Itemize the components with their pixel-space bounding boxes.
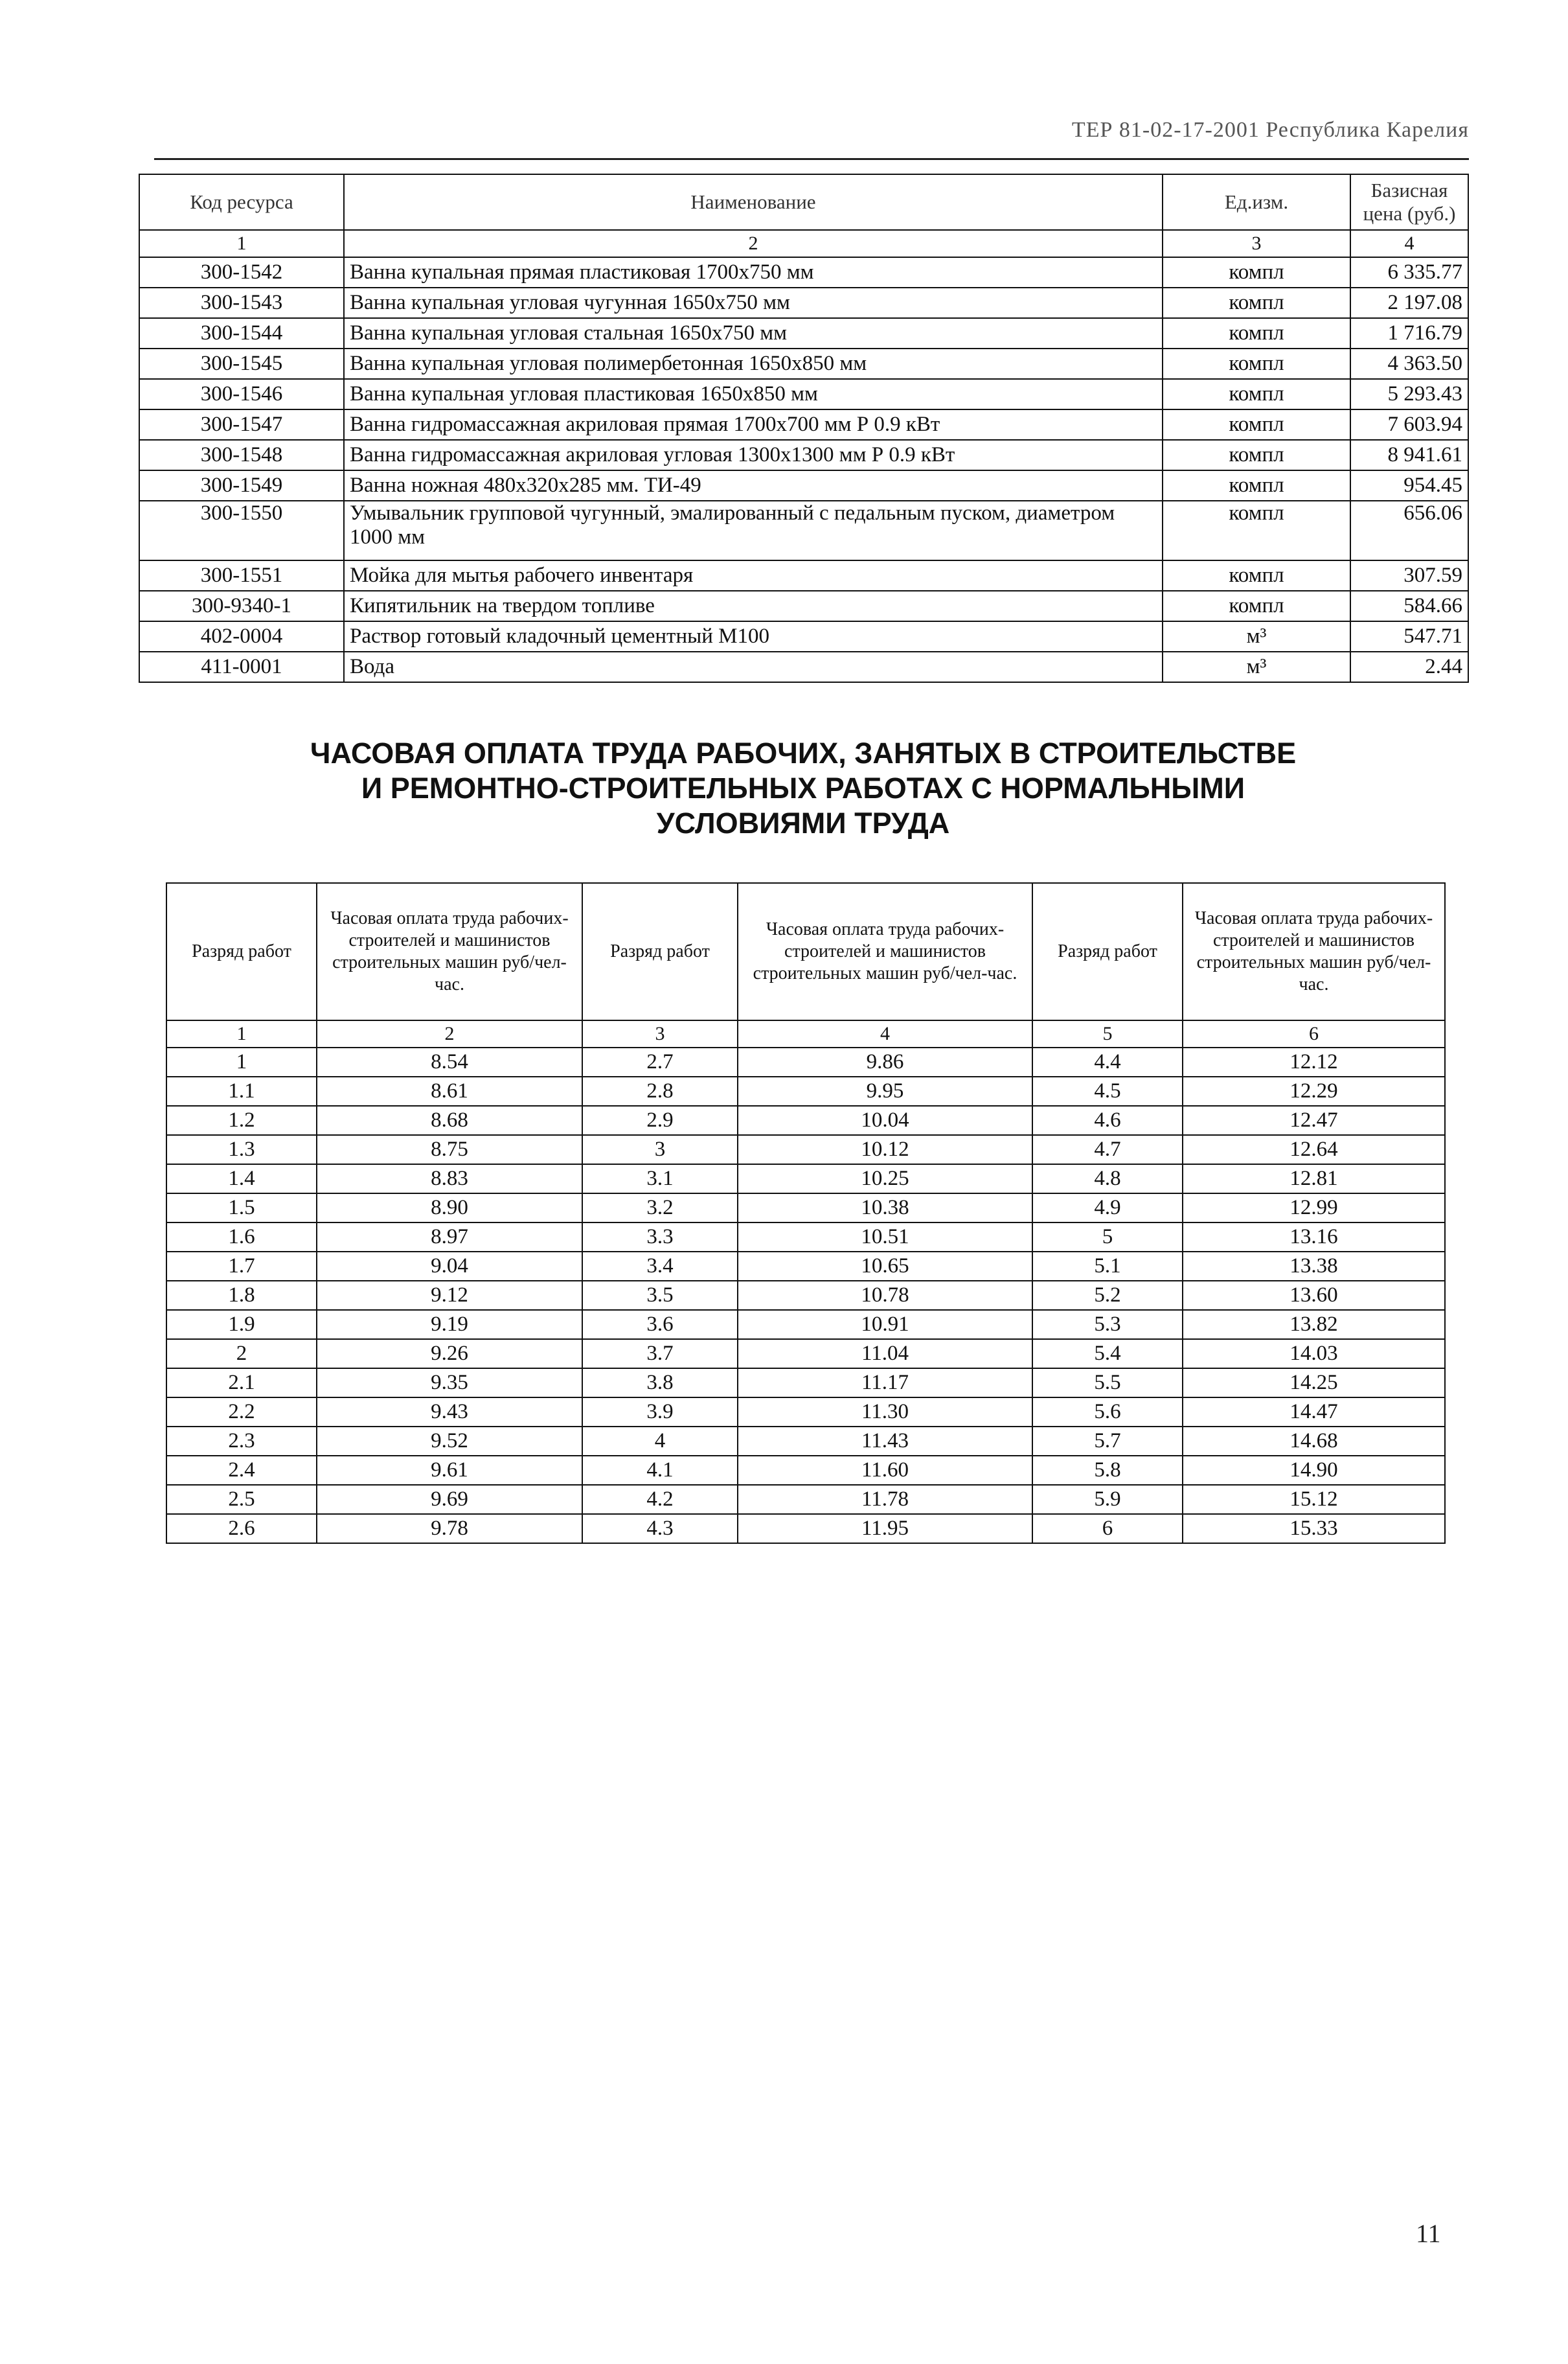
grade-cell: 3.5	[582, 1281, 738, 1310]
column-number: 1	[166, 1020, 317, 1048]
table-row	[139, 440, 1468, 470]
resource-price: 6 335.77	[1350, 257, 1468, 288]
grade-cell: 5.3	[1032, 1310, 1183, 1339]
rate-cell: 9.95	[738, 1077, 1032, 1106]
table-row	[166, 1135, 1445, 1164]
running-header	[154, 117, 1469, 160]
rate-cell: 8.54	[317, 1048, 582, 1077]
grade-cell: 2.7	[582, 1048, 738, 1077]
grade-cell: 1.5	[166, 1193, 317, 1222]
rate-cell: 9.26	[317, 1339, 582, 1368]
grade-cell: 4.6	[1032, 1106, 1183, 1135]
resource-table-column-numbers	[139, 230, 1468, 257]
grade-cell: 2.6	[166, 1514, 317, 1543]
grade-cell: 4.5	[1032, 1077, 1183, 1106]
grade-cell: 5.6	[1032, 1397, 1183, 1427]
grade-cell: 1.1	[166, 1077, 317, 1106]
hourly-wage-table	[166, 882, 1446, 1544]
column-number: 2	[344, 230, 1163, 257]
header-grade: Разряд работ	[582, 883, 738, 1020]
page-number: 11	[1416, 2219, 1441, 2248]
resource-code: 300-1546	[139, 379, 344, 409]
rate-cell: 9.12	[317, 1281, 582, 1310]
rate-cell: 9.43	[317, 1397, 582, 1427]
header-resource-code: Код ресурса	[139, 174, 344, 230]
header-base-price: Базисная цена (руб.)	[1350, 174, 1468, 230]
resource-code: 300-1550	[139, 501, 344, 560]
rate-cell: 8.90	[317, 1193, 582, 1222]
table-row	[139, 288, 1468, 318]
heading-line: УСЛОВИЯМИ ТРУДА	[656, 807, 950, 840]
wage-table-header	[166, 883, 1445, 1020]
wage-table-body	[166, 1048, 1445, 1543]
grade-cell: 3.7	[582, 1339, 738, 1368]
rate-cell: 11.60	[738, 1456, 1032, 1485]
rate-cell: 13.82	[1183, 1310, 1445, 1339]
resource-price: 584.66	[1350, 591, 1468, 621]
grade-cell: 3.8	[582, 1368, 738, 1397]
header-rate: Часовая оплата труда рабочих-строителей и машинистов строительных машин руб/чел-час.	[317, 883, 582, 1020]
rate-cell: 10.91	[738, 1310, 1032, 1339]
column-number: 6	[1183, 1020, 1445, 1048]
resource-table-body	[139, 257, 1468, 682]
rate-cell: 8.83	[317, 1164, 582, 1193]
rate-cell: 9.35	[317, 1368, 582, 1397]
rate-cell: 9.86	[738, 1048, 1032, 1077]
resource-name: Ванна гидромассажная акриловая прямая 1700x700 мм Р 0.9 кВт	[344, 409, 1163, 440]
grade-cell: 5.7	[1032, 1427, 1183, 1456]
rate-cell: 11.43	[738, 1427, 1032, 1456]
resource-price: 2.44	[1350, 652, 1468, 682]
rate-cell: 12.99	[1183, 1193, 1445, 1222]
table-row	[166, 1164, 1445, 1193]
table-row	[139, 257, 1468, 288]
resource-code: 300-1548	[139, 440, 344, 470]
grade-cell: 2.1	[166, 1368, 317, 1397]
resource-unit: компл	[1163, 379, 1350, 409]
resource-price: 7 603.94	[1350, 409, 1468, 440]
table-row	[139, 501, 1468, 560]
resource-unit: компл	[1163, 288, 1350, 318]
table-row	[139, 591, 1468, 621]
table-row	[139, 652, 1468, 682]
resource-name: Ванна купальная угловая стальная 1650x750 мм	[344, 318, 1163, 349]
resource-name: Ванна гидромассажная акриловая угловая 1300x1300 мм Р 0.9 кВт	[344, 440, 1163, 470]
resource-name: Ванна купальная угловая пластиковая 1650x850 мм	[344, 379, 1163, 409]
rate-cell: 10.25	[738, 1164, 1032, 1193]
grade-cell: 4.7	[1032, 1135, 1183, 1164]
rate-cell: 9.69	[317, 1485, 582, 1514]
rate-cell: 12.29	[1183, 1077, 1445, 1106]
rate-cell: 10.12	[738, 1135, 1032, 1164]
rate-cell: 10.78	[738, 1281, 1032, 1310]
rate-cell: 13.60	[1183, 1281, 1445, 1310]
table-row	[139, 349, 1468, 379]
rate-cell: 14.03	[1183, 1339, 1445, 1368]
resource-name: Мойка для мытья рабочего инвентаря	[344, 560, 1163, 591]
wage-section-heading	[139, 736, 1468, 841]
rate-cell: 9.04	[317, 1252, 582, 1281]
table-row	[166, 1048, 1445, 1077]
heading-line: И РЕМОНТНО-СТРОИТЕЛЬНЫХ РАБОТАХ С НОРМАЛЬНЫМИ	[361, 772, 1245, 805]
column-number: 1	[139, 230, 344, 257]
resource-code: 300-1545	[139, 349, 344, 379]
resource-price: 656.06	[1350, 501, 1468, 560]
grade-cell: 1.8	[166, 1281, 317, 1310]
table-row	[139, 560, 1468, 591]
rate-cell: 13.38	[1183, 1252, 1445, 1281]
rate-cell: 11.17	[738, 1368, 1032, 1397]
grade-cell: 1.2	[166, 1106, 317, 1135]
grade-cell: 4.3	[582, 1514, 738, 1543]
resource-unit: компл	[1163, 470, 1350, 501]
table-row	[166, 1193, 1445, 1222]
column-number: 5	[1032, 1020, 1183, 1048]
grade-cell: 3.2	[582, 1193, 738, 1222]
rate-cell: 12.12	[1183, 1048, 1445, 1077]
resource-code: 300-1549	[139, 470, 344, 501]
grade-cell: 2.4	[166, 1456, 317, 1485]
table-row	[139, 409, 1468, 440]
column-number: 3	[582, 1020, 738, 1048]
grade-cell: 4.2	[582, 1485, 738, 1514]
resource-unit: компл	[1163, 560, 1350, 591]
resource-unit: компл	[1163, 318, 1350, 349]
grade-cell: 5.5	[1032, 1368, 1183, 1397]
grade-cell: 3.3	[582, 1222, 738, 1252]
resource-unit: компл	[1163, 501, 1350, 560]
grade-cell: 2.8	[582, 1077, 738, 1106]
table-row	[139, 379, 1468, 409]
resource-code: 300-1542	[139, 257, 344, 288]
rate-cell: 10.51	[738, 1222, 1032, 1252]
resource-name: Ванна купальная угловая чугунная 1650x750 мм	[344, 288, 1163, 318]
table-row	[166, 1456, 1445, 1485]
resource-unit: компл	[1163, 591, 1350, 621]
rate-cell: 8.68	[317, 1106, 582, 1135]
rate-cell: 8.97	[317, 1222, 582, 1252]
grade-cell: 4.9	[1032, 1193, 1183, 1222]
header-rate: Часовая оплата труда рабочих-строителей и машинистов строительных машин руб/чел-час.	[1183, 883, 1445, 1020]
resource-price: 547.71	[1350, 621, 1468, 652]
table-row	[166, 1310, 1445, 1339]
grade-cell: 5.8	[1032, 1456, 1183, 1485]
resource-code: 402-0004	[139, 621, 344, 652]
running-header-text: ТЕР 81-02-17-2001 Республика Карелия	[1071, 118, 1469, 142]
resource-price: 1 716.79	[1350, 318, 1468, 349]
grade-cell: 2.9	[582, 1106, 738, 1135]
rate-cell: 12.81	[1183, 1164, 1445, 1193]
table-row	[166, 1485, 1445, 1514]
rate-cell: 11.78	[738, 1485, 1032, 1514]
resource-price: 5 293.43	[1350, 379, 1468, 409]
resource-code: 300-1551	[139, 560, 344, 591]
grade-cell: 4.8	[1032, 1164, 1183, 1193]
resource-price: 954.45	[1350, 470, 1468, 501]
resource-code: 300-1544	[139, 318, 344, 349]
grade-cell: 1.3	[166, 1135, 317, 1164]
rate-cell: 14.25	[1183, 1368, 1445, 1397]
resource-name: Кипятильник на твердом топливе	[344, 591, 1163, 621]
grade-cell: 5.2	[1032, 1281, 1183, 1310]
column-number: 4	[1350, 230, 1468, 257]
grade-cell: 1.4	[166, 1164, 317, 1193]
rate-cell: 14.47	[1183, 1397, 1445, 1427]
table-row	[166, 1514, 1445, 1543]
table-row	[166, 1427, 1445, 1456]
grade-cell: 3.9	[582, 1397, 738, 1427]
grade-cell: 3.6	[582, 1310, 738, 1339]
table-row	[139, 318, 1468, 349]
rate-cell: 9.61	[317, 1456, 582, 1485]
table-row	[166, 1252, 1445, 1281]
rate-cell: 12.47	[1183, 1106, 1445, 1135]
resource-price-table	[139, 174, 1469, 683]
column-number: 2	[317, 1020, 582, 1048]
grade-cell: 2.5	[166, 1485, 317, 1514]
table-row	[166, 1397, 1445, 1427]
rate-cell: 10.38	[738, 1193, 1032, 1222]
grade-cell: 4.1	[582, 1456, 738, 1485]
table-row	[166, 1368, 1445, 1397]
grade-cell: 6	[1032, 1514, 1183, 1543]
grade-cell: 4	[582, 1427, 738, 1456]
grade-cell: 3	[582, 1135, 738, 1164]
table-row	[166, 1106, 1445, 1135]
header-grade: Разряд работ	[166, 883, 317, 1020]
rate-cell: 9.78	[317, 1514, 582, 1543]
rate-cell: 11.30	[738, 1397, 1032, 1427]
grade-cell: 1	[166, 1048, 317, 1077]
grade-cell: 5.9	[1032, 1485, 1183, 1514]
resource-unit: м³	[1163, 652, 1350, 682]
resource-name: Умывальник групповой чугунный, эмалированный с педальным пуском, диаметром 1000 мм	[344, 501, 1163, 560]
resource-table-header	[139, 174, 1468, 230]
resource-name: Ванна ножная 480x320x285 мм. ТИ-49	[344, 470, 1163, 501]
resource-name: Раствор готовый кладочный цементный М100	[344, 621, 1163, 652]
grade-cell: 5	[1032, 1222, 1183, 1252]
table-row	[166, 1281, 1445, 1310]
grade-cell: 1.6	[166, 1222, 317, 1252]
resource-name: Ванна купальная угловая полимербетонная 1650x850 мм	[344, 349, 1163, 379]
rate-cell: 11.95	[738, 1514, 1032, 1543]
resource-unit: компл	[1163, 440, 1350, 470]
column-number: 3	[1163, 230, 1350, 257]
grade-cell: 1.7	[166, 1252, 317, 1281]
rate-cell: 12.64	[1183, 1135, 1445, 1164]
resource-code: 300-1543	[139, 288, 344, 318]
header-unit: Ед.изм.	[1163, 174, 1350, 230]
grade-cell: 2.2	[166, 1397, 317, 1427]
rate-cell: 8.75	[317, 1135, 582, 1164]
resource-unit: компл	[1163, 409, 1350, 440]
resource-unit: компл	[1163, 349, 1350, 379]
table-row	[139, 470, 1468, 501]
table-row	[139, 621, 1468, 652]
resource-price: 2 197.08	[1350, 288, 1468, 318]
grade-cell: 2	[166, 1339, 317, 1368]
grade-cell: 2.3	[166, 1427, 317, 1456]
resource-name: Ванна купальная прямая пластиковая 1700x750 мм	[344, 257, 1163, 288]
resource-price: 4 363.50	[1350, 349, 1468, 379]
resource-code: 300-9340-1	[139, 591, 344, 621]
rate-cell: 13.16	[1183, 1222, 1445, 1252]
heading-line: ЧАСОВАЯ ОПЛАТА ТРУДА РАБОЧИХ, ЗАНЯТЫХ В СТРОИТЕЛЬСТВЕ	[310, 737, 1297, 770]
grade-cell: 1.9	[166, 1310, 317, 1339]
rate-cell: 11.04	[738, 1339, 1032, 1368]
table-row	[166, 1339, 1445, 1368]
resource-name: Вода	[344, 652, 1163, 682]
grade-cell: 4.4	[1032, 1048, 1183, 1077]
rate-cell: 15.33	[1183, 1514, 1445, 1543]
grade-cell: 5.4	[1032, 1339, 1183, 1368]
header-rate: Часовая оплата труда рабочих-строителей и машинистов строительных машин руб/чел-час.	[738, 883, 1032, 1020]
resource-code: 411-0001	[139, 652, 344, 682]
rate-cell: 10.65	[738, 1252, 1032, 1281]
rate-cell: 9.52	[317, 1427, 582, 1456]
rate-cell: 9.19	[317, 1310, 582, 1339]
column-number: 4	[738, 1020, 1032, 1048]
grade-cell: 5.1	[1032, 1252, 1183, 1281]
resource-price: 307.59	[1350, 560, 1468, 591]
rate-cell: 10.04	[738, 1106, 1032, 1135]
grade-cell: 3.4	[582, 1252, 738, 1281]
rate-cell: 15.12	[1183, 1485, 1445, 1514]
resource-price: 8 941.61	[1350, 440, 1468, 470]
header-resource-name: Наименование	[344, 174, 1163, 230]
resource-unit: компл	[1163, 257, 1350, 288]
grade-cell: 3.1	[582, 1164, 738, 1193]
header-grade: Разряд работ	[1032, 883, 1183, 1020]
resource-code: 300-1547	[139, 409, 344, 440]
rate-cell: 8.61	[317, 1077, 582, 1106]
rate-cell: 14.90	[1183, 1456, 1445, 1485]
table-row	[166, 1077, 1445, 1106]
resource-unit: м³	[1163, 621, 1350, 652]
table-row	[166, 1222, 1445, 1252]
wage-table-column-numbers	[166, 1020, 1445, 1048]
rate-cell: 14.68	[1183, 1427, 1445, 1456]
